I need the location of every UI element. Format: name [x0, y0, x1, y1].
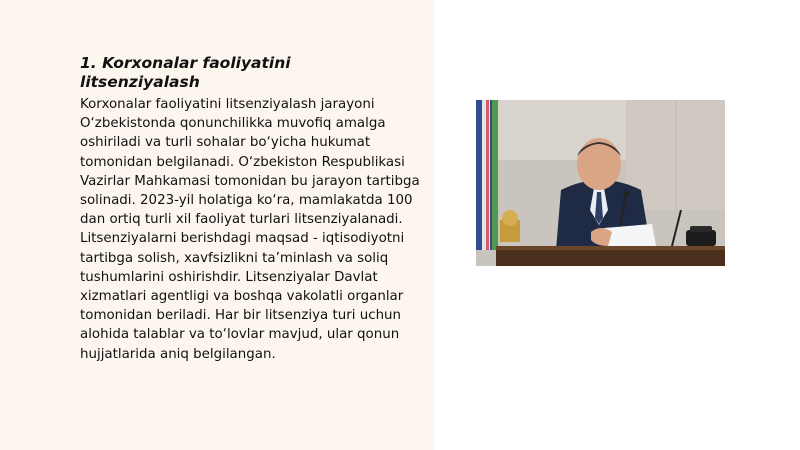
slide-title: 1. Korxonalar faoliyatini litsenziyalash	[80, 54, 291, 91]
meeting-photo	[476, 100, 725, 266]
slide-body-text: Korxonalar faoliyatini litsenziyalash jarayoni O‘zbekistonda qonunchilikka muvofiq amalga oshiriladi va turli sohalar bo‘yicha hukumat tomonidan belgilanadi. O‘zbekiston Respublikasi Vazirlar Mahkamasi tomonidan bu jarayon tartibga solinadi. 2023-yil holatiga ko‘ra, mamlakatda 100 dan ortiq turli xil faoliyat turlari litsenziyalanadi. Litsenziyalarni berishdagi maqsad - iqtisodiyotni tartibga solish, xavfsizlikni ta’minlash va soliq tushumlarini oshirishdir. Litsenziyalar Davlat xizmatlari agentligi va boshqa vakolatli organlar tomonidan beriladi. Har bir litsenziya turi uchun alohida talablar va to‘lovlar mavjud, ular qonun hujjatlarida aniq belgilangan.	[80, 97, 420, 362]
